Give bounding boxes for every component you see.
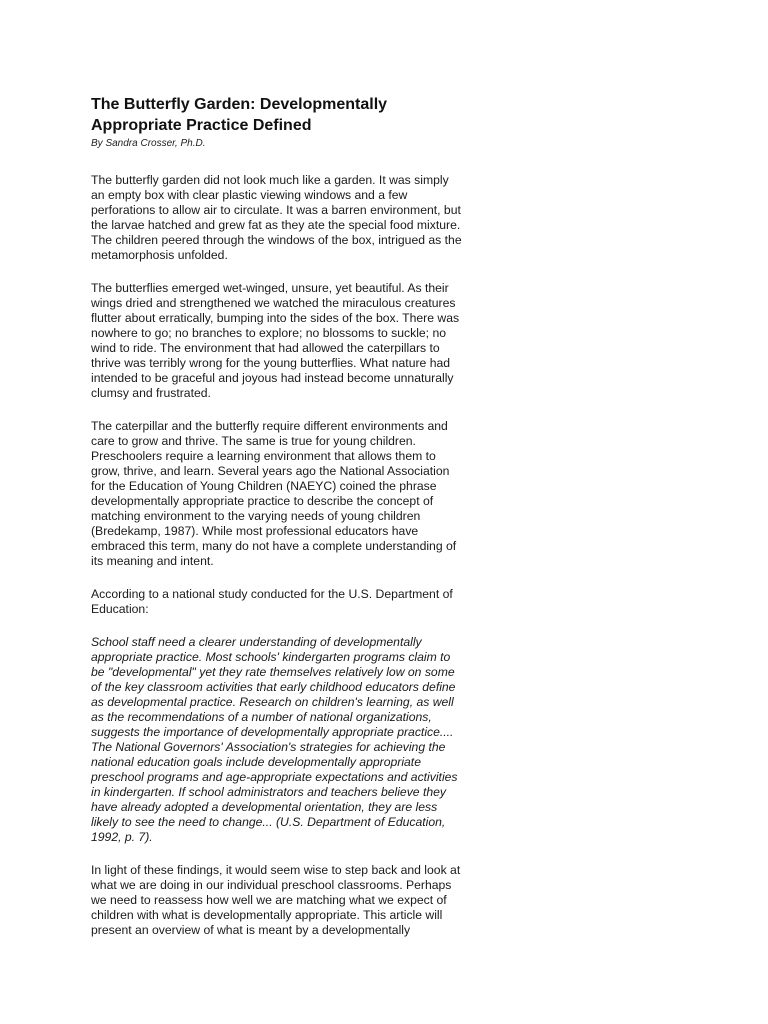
block-quote (91, 635, 475, 845)
text-line: an empty box with clear plastic viewing windows and a few (91, 188, 408, 202)
text-line: developmentally appropriate practice to describe the concept of (91, 494, 434, 508)
text-line: School staff need a clearer understanding of developmentally (91, 635, 422, 649)
text-line: According to a national study conducted for the U.S. Department of (91, 587, 453, 601)
title-line: Appropriate Practice Defined (91, 117, 312, 134)
text-line: what we are doing in our individual preschool classrooms. Perhaps (91, 878, 452, 892)
text-line: flutter about erratically, bumping into the sides of the box. There was (91, 311, 460, 325)
text-line: preschool programs and age-appropriate expectations and activities (91, 770, 458, 784)
text-line: nowhere to go; no branches to explore; no blossoms to suckle; no (91, 326, 447, 340)
body-paragraph (91, 863, 475, 938)
text-line: In light of these findings, it would seem wise to step back and look at (91, 863, 461, 877)
text-line: national education goals include developmentally appropriate (91, 755, 421, 769)
text-line: in kindergarten. If school administrators and teachers believe they (91, 785, 446, 799)
text-line: wings dried and strengthened we watched the miraculous creatures (91, 296, 456, 310)
text-line: The National Governors' Association's strategies for achieving the (91, 740, 446, 754)
body-paragraph (91, 587, 475, 617)
text-line: Education: (91, 602, 149, 616)
text-line: (Bredekamp, 1987). While most professional educators have (91, 524, 419, 538)
text-line: likely to see the need to change... (U.S. Department of Education, (91, 815, 446, 829)
article-byline: By Sandra Crosser, Ph.D. (91, 138, 206, 149)
article-title (91, 94, 511, 136)
text-line: appropriate practice. Most schools' kindergarten programs claim to (91, 650, 451, 664)
text-line: we need to reassess how well we are matching what we expect of (91, 893, 447, 907)
text-line: matching environment to the varying needs of young children (91, 509, 421, 523)
text-line: be "developmental" yet they rate themselves relatively low on some (91, 665, 455, 679)
text-line: embraced this term, many do not have a complete understanding of (91, 539, 457, 553)
text-line: suggests the importance of developmentally appropriate practice.... (91, 725, 454, 739)
text-line: 1992, p. 7). (91, 830, 153, 844)
text-line: The butterfly garden did not look much like a garden. It was simply (91, 173, 449, 187)
text-line: children with what is developmentally appropriate. This article will (91, 908, 443, 922)
text-line: perforations to allow air to circulate. It was a barren environment, but (91, 203, 461, 217)
body-paragraph (91, 173, 475, 263)
text-line: of the key classroom activities that early childhood educators define (91, 680, 456, 694)
text-line: The children peered through the windows of the box, intrigued as the (91, 233, 462, 247)
title-line: The Butterfly Garden: Developmentally (91, 96, 388, 113)
text-line: thrive was terribly wrong for the young butterflies. What nature had (91, 356, 451, 370)
text-line: care to grow and thrive. The same is true for young children. (91, 434, 416, 448)
text-line: wind to ride. The environment that had allowed the caterpillars to (91, 341, 440, 355)
text-line: intended to be graceful and joyous had instead become unnaturally (91, 371, 454, 385)
text-line: present an overview of what is meant by a developmentally (91, 923, 411, 937)
body-paragraph (91, 419, 475, 569)
text-line: its meaning and intent. (91, 554, 214, 568)
text-line: for the Education of Young Children (NAEYC) coined the phrase (91, 479, 437, 493)
text-line: clumsy and frustrated. (91, 386, 211, 400)
text-line: metamorphosis unfolded. (91, 248, 228, 262)
body-paragraph (91, 281, 475, 401)
text-line: grow, thrive, and learn. Several years ago the National Association (91, 464, 450, 478)
text-line: The caterpillar and the butterfly require different environments and (91, 419, 448, 433)
text-line: the larvae hatched and grew fat as they ate the special food mixture. (91, 218, 461, 232)
text-line: as the recommendations of a number of national organizations, (91, 710, 432, 724)
text-line: as developmental practice. Research on children's learning, as well (91, 695, 454, 709)
article-body (91, 173, 768, 938)
text-line: Preschoolers require a learning environment that allows them to (91, 449, 436, 463)
text-line: The butterflies emerged wet-winged, unsure, yet beautiful. As their (91, 281, 449, 295)
text-line: have already adopted a developmental orientation, they are less (91, 800, 438, 814)
